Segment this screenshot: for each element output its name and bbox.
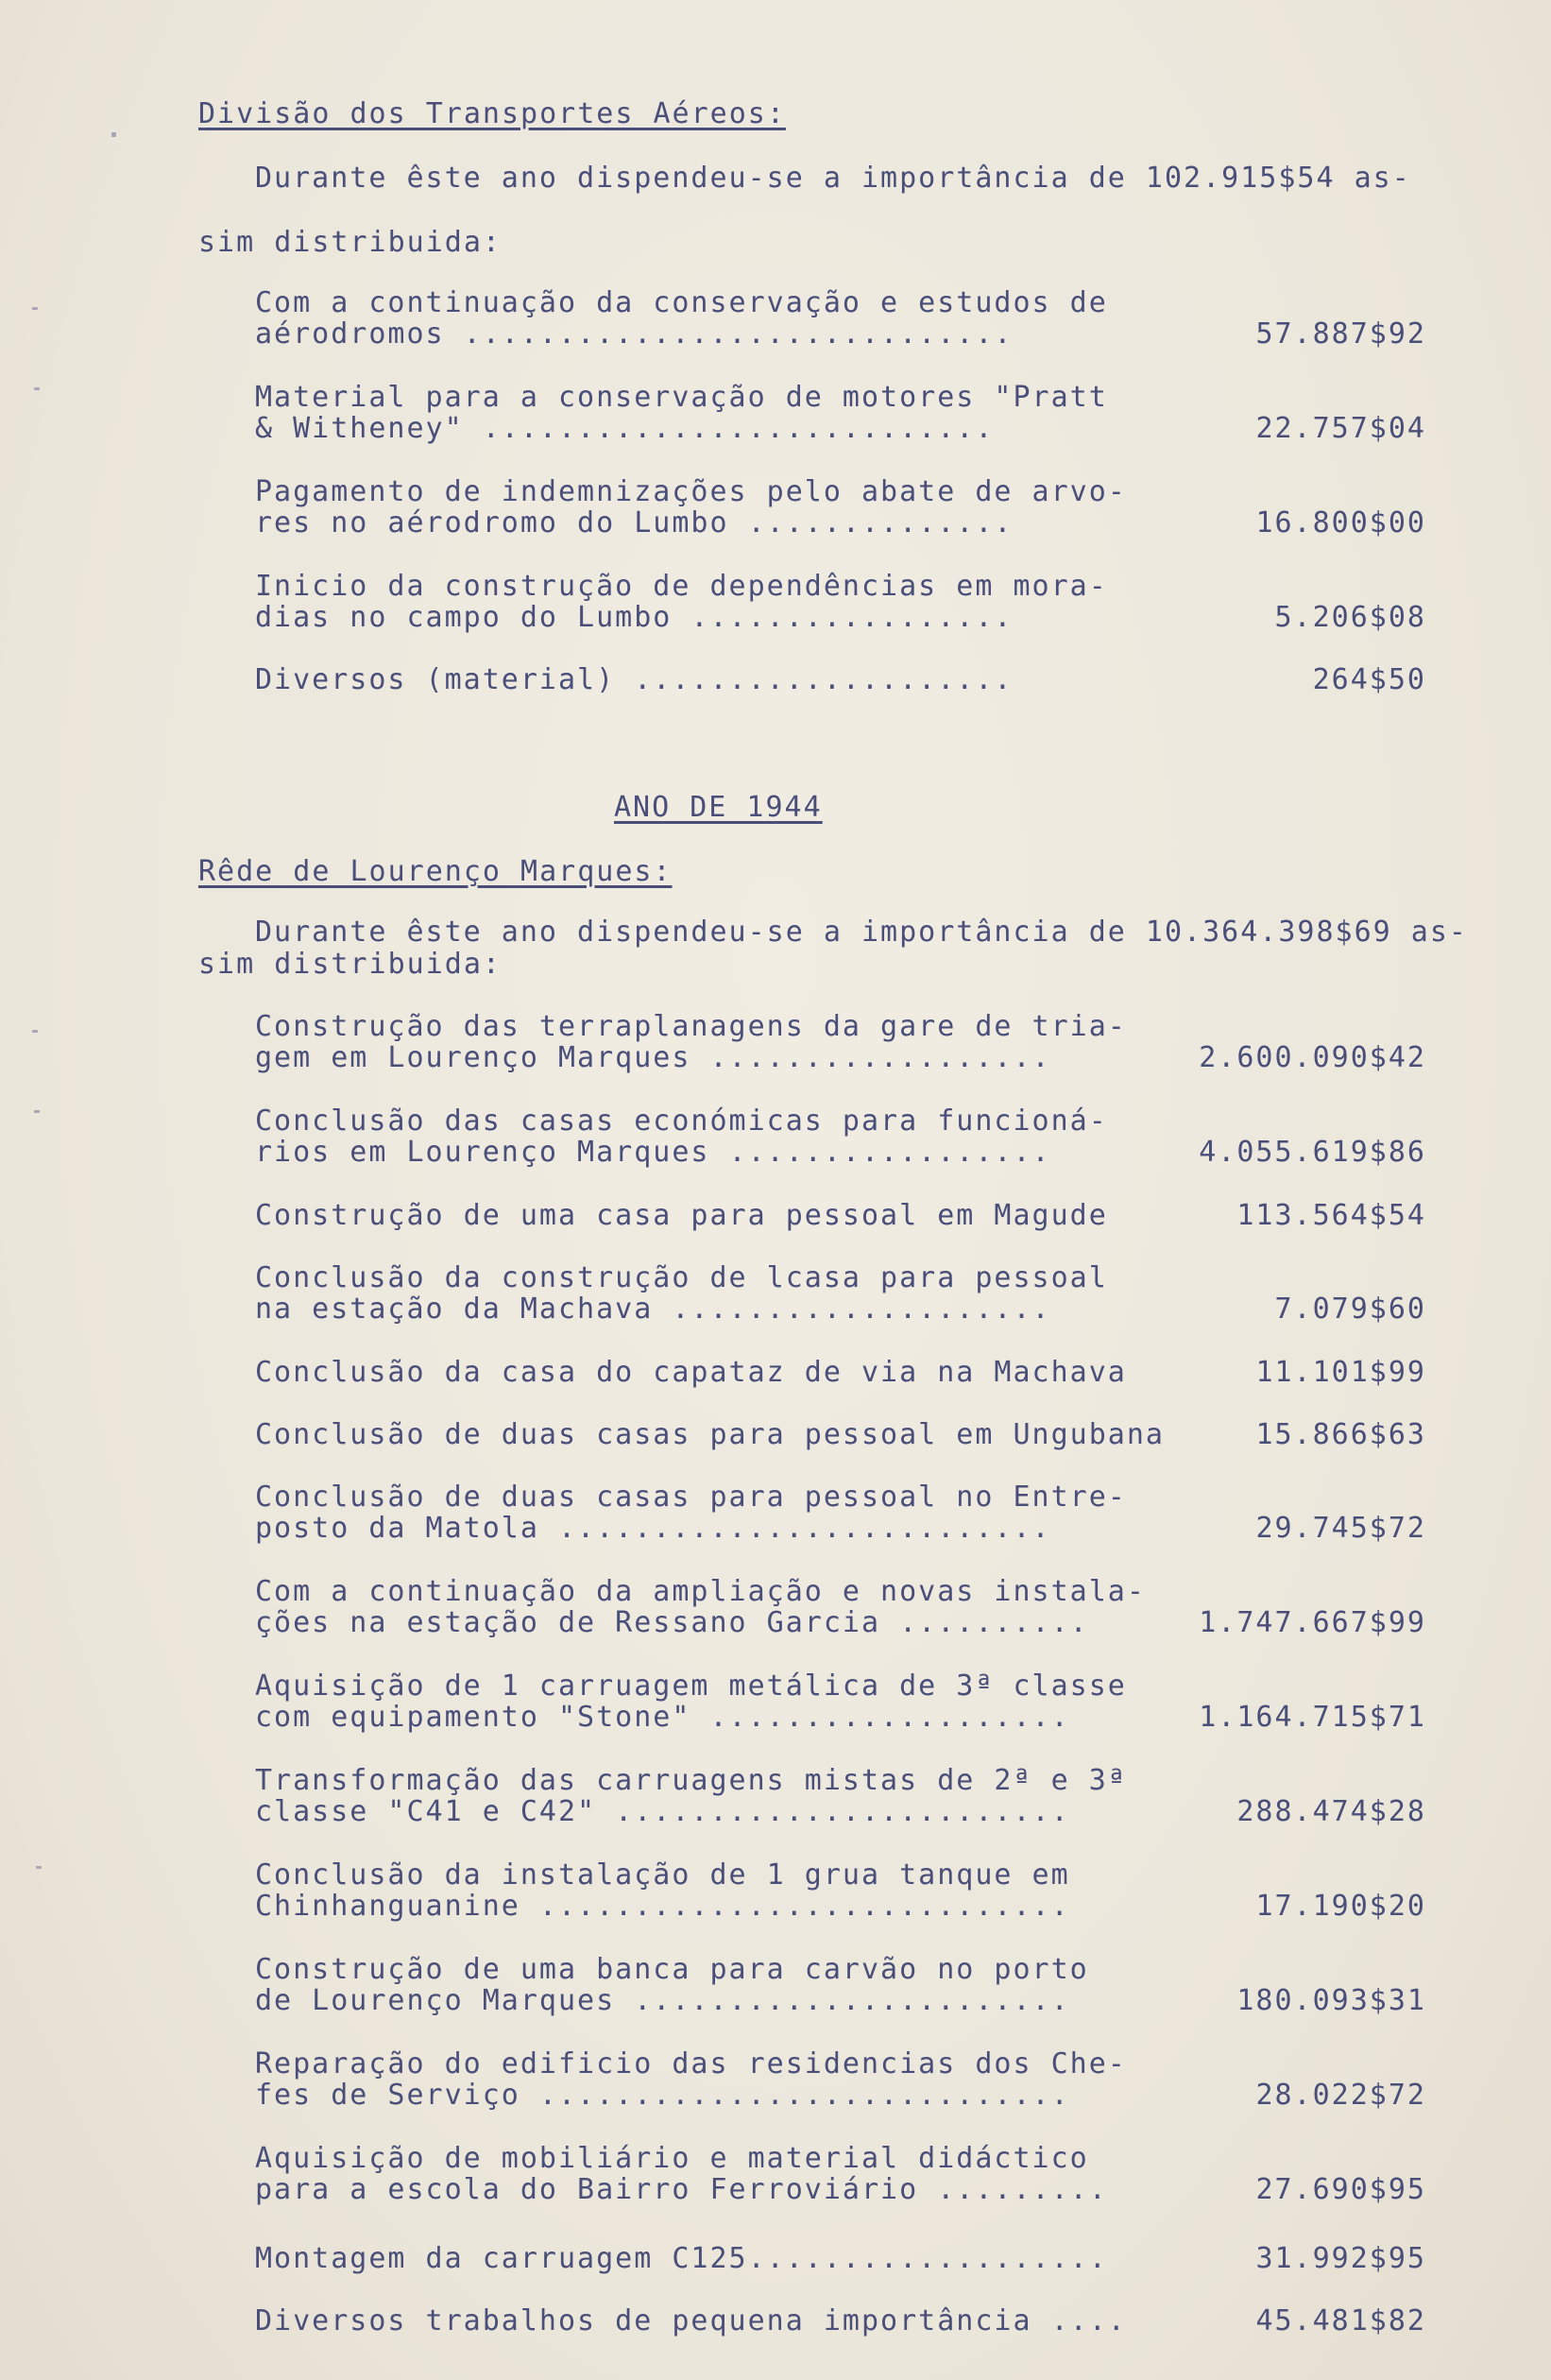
item-amount: 31.992$95 — [1255, 2242, 1426, 2275]
item-description: Aquisição de 1 carruagem metálica de 3ª classe — [255, 1669, 1127, 1703]
margin-speck — [32, 307, 38, 310]
intro-text: sim distribuida: — [198, 226, 502, 259]
item-description: de Lourenço Marques ....................... — [255, 1984, 1070, 2017]
intro-text: Durante êste ano dispendeu-se a importância de 102.915$54 as- — [255, 162, 1411, 195]
item-description: gem em Lourenço Marques .................. — [255, 1041, 1051, 1074]
item-amount: 4.055.619$86 — [1199, 1136, 1426, 1169]
item-amount: 1.164.715$71 — [1199, 1701, 1426, 1734]
item-amount: 22.757$04 — [1255, 412, 1426, 445]
margin-speck — [34, 387, 40, 390]
item-description: & Witheney" ........................... — [255, 412, 995, 445]
item-amount: 7.079$60 — [1274, 1293, 1426, 1326]
item-description: ções na estação de Ressano Garcia .......... — [255, 1606, 1089, 1639]
item-description: rios em Lourenço Marques ................. — [255, 1136, 1051, 1169]
item-amount: 45.481$82 — [1255, 2304, 1426, 2337]
item-description: na estação da Machava .................... — [255, 1293, 1051, 1326]
item-description: Conclusão da construção de lcasa para pessoal — [255, 1261, 1108, 1294]
item-amount: 113.564$54 — [1236, 1199, 1426, 1232]
item-description: res no aérodromo do Lumbo .............. — [255, 506, 1014, 539]
item-description: Conclusão de duas casas para pessoal no Entre- — [255, 1481, 1127, 1514]
item-description: Com a continuação da ampliação e novas instala- — [255, 1575, 1146, 1608]
item-description: Conclusão das casas económicas para funcioná- — [255, 1104, 1108, 1138]
item-description: Reparação do edificio das residencias dos Che- — [255, 2047, 1127, 2080]
item-amount: 28.022$72 — [1255, 2079, 1426, 2112]
section-heading: Divisão dos Transportes Aéreos: — [198, 97, 786, 130]
item-amount: 288.474$28 — [1236, 1795, 1426, 1828]
item-description: Construção das terraplanagens da gare de tria- — [255, 1010, 1127, 1043]
margin-speck — [34, 1110, 40, 1113]
item-description: Conclusão de duas casas para pessoal em Ungubana — [255, 1418, 1165, 1451]
item-amount: 15.866$63 — [1255, 1418, 1426, 1451]
item-amount: 264$50 — [1312, 663, 1426, 696]
item-amount: 16.800$00 — [1255, 506, 1426, 539]
item-description: dias no campo do Lumbo ................. — [255, 601, 1014, 634]
item-amount: 57.887$92 — [1255, 317, 1426, 351]
item-description: fes de Serviço ............................ — [255, 2079, 1070, 2112]
item-amount: 5.206$08 — [1274, 601, 1426, 634]
item-description: Construção de uma casa para pessoal em Magude — [255, 1199, 1108, 1232]
item-description: Material para a conservação de motores "Pratt — [255, 381, 1108, 414]
item-amount: 2.600.090$42 — [1199, 1041, 1426, 1074]
item-description: Inicio da construção de dependências em mora- — [255, 570, 1108, 603]
item-amount: 17.190$20 — [1255, 1890, 1426, 1923]
item-description: com equipamento "Stone" ................... — [255, 1701, 1070, 1734]
year-title: ANO DE 1944 — [614, 791, 823, 824]
item-description: para a escola do Bairro Ferroviário ......... — [255, 2173, 1108, 2206]
item-amount: 27.690$95 — [1255, 2173, 1426, 2206]
item-description: Conclusão da casa do capataz de via na Machava — [255, 1356, 1127, 1389]
item-amount: 29.745$72 — [1255, 1512, 1426, 1545]
item-description: posto da Matola .......................... — [255, 1512, 1051, 1545]
item-description: classe "C41 e C42" ........................ — [255, 1795, 1070, 1828]
item-amount: 180.093$31 — [1236, 1984, 1426, 2017]
item-amount: 11.101$99 — [1255, 1356, 1426, 1389]
section-heading: Rêde de Lourenço Marques: — [198, 855, 673, 888]
margin-speck — [111, 132, 116, 137]
item-description: Transformação das carruagens mistas de 2ª e 3ª — [255, 1764, 1127, 1797]
item-description: aérodromos ............................. — [255, 317, 1014, 351]
item-amount: 1.747.667$99 — [1199, 1606, 1426, 1639]
item-description: Conclusão da instalação de 1 grua tanque em — [255, 1858, 1070, 1892]
item-description: Pagamento de indemnizações pelo abate de arvo- — [255, 475, 1127, 508]
item-description: Montagem da carruagem C125................... — [255, 2242, 1108, 2275]
margin-speck — [32, 1030, 38, 1033]
item-description: Diversos (material) .................... — [255, 663, 1014, 696]
item-description: Chinhanguanine ............................ — [255, 1890, 1070, 1923]
item-description: Com a continuação da conservação e estudos de — [255, 286, 1108, 319]
margin-speck — [36, 1866, 42, 1869]
item-description: Diversos trabalhos de pequena importância .... — [255, 2304, 1127, 2337]
item-description: Aquisição de mobiliário e material didáctico — [255, 2142, 1089, 2175]
intro-text: sim distribuida: — [198, 948, 502, 981]
item-description: Construção de uma banca para carvão no porto — [255, 1953, 1089, 1986]
intro-text: Durante êste ano dispendeu-se a importância de 10.364.398$69 as- — [255, 916, 1468, 949]
